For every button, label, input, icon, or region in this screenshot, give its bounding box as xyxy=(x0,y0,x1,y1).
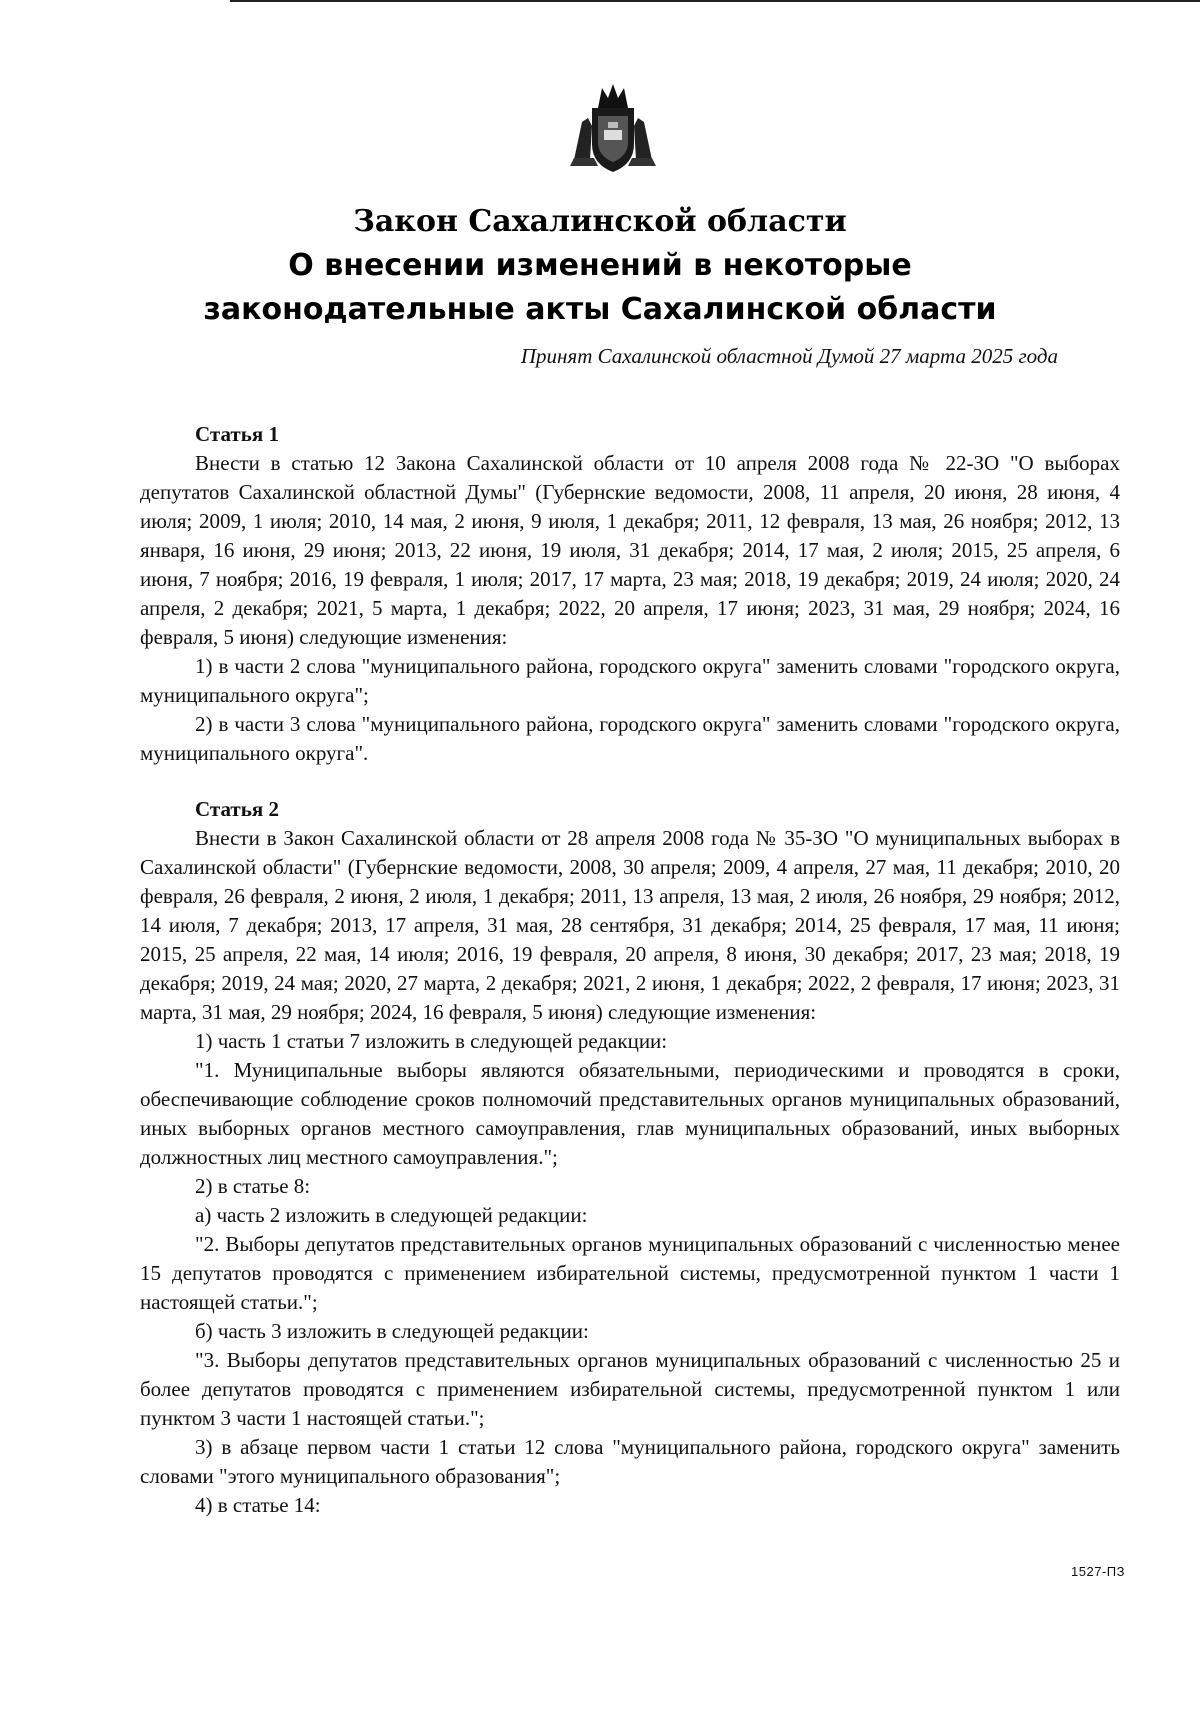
law-title xyxy=(130,200,1070,332)
article-1-item-1: 1) в части 2 слова "муниципального района, городского округа" заменить словами "городского округа, муниципального округа"; xyxy=(140,654,1120,707)
document-code: 1527-ПЗ xyxy=(1071,1564,1125,1579)
adoption-note: Принят Сахалинской областной Думой 27 марта 2025 года xyxy=(520,344,1058,368)
article-2-paragraph: 3) в абзаце первом части 1 статьи 12 слова "муниципального района, городского округа" заменить словами "этого муниципального образования"; xyxy=(140,1435,1120,1488)
article-2-paragraph: б) часть 3 изложить в следующей редакции: xyxy=(195,1319,589,1343)
title-line-3: законодательные акты Сахалинской области xyxy=(203,292,997,327)
article-2-paragraph: 1) часть 1 статьи 7 изложить в следующей редакции: xyxy=(195,1029,668,1053)
article-2-paragraph: 4) в статье 14: xyxy=(195,1493,321,1517)
article-2-paragraph: "1. Муниципальные выборы являются обязательными, периодическими и проводятся в сроки, обеспечивающие соблюдение сроков полномочий представительных органов муниципальных образований, иных выборных органов местного самоуправления, глав муниципальных образований, иных выборных должностных лиц местного самоуправления."; xyxy=(140,1058,1120,1169)
article-1-item-2: 2) в части 3 слова "муниципального района, городского округа" заменить словами "городского округа, муниципального округа". xyxy=(140,712,1120,765)
title-line-1: Закон Сахалинской области xyxy=(353,204,847,239)
article-2-paragraph: "3. Выборы депутатов представительных органов муниципальных образований с численностью 25 и более депутатов проводятся с применением избирательной системы, предусмотренной пунктом 1 или пунктом 3 части 1 настоящей статьи."; xyxy=(140,1348,1120,1430)
article-2-paragraph: 2) в статье 8: xyxy=(195,1174,311,1198)
article-2-paragraph: а) часть 2 изложить в следующей редакции: xyxy=(195,1203,588,1227)
article-2-intro: Внести в Закон Сахалинской области от 28 апреля 2008 года № 35-ЗО "О муниципальных выборах в Сахалинской области" (Губернские ведомости, 2008, 30 апреля; 2009, 4 апреля, 27 мая, 11 декабря; 2010, 20 февраля, 26 февраля, 2 июня, 2 июля, 1 декабря; 2011, 13 апреля, 13 мая, 2 июля, 26 ноября, 29 ноября; 2012, 14 июля, 7 декабря; 2013, 17 апреля, 31 мая, 28 сентября, 31 декабря; 2014, 25 февраля, 17 мая, 11 июня; 2015, 25 апреля, 22 мая, 14 июля; 2016, 19 февраля, 20 апреля, 8 июня, 30 декабря; 2017, 23 мая; 2018, 19 декабря; 2019, 24 мая; 2020, 27 марта, 2 декабря; 2021, 2 июня, 1 декабря; 2022, 2 февраля, 17 июня; 2023, 31 марта, 31 мая, 29 ноября; 2024, 16 февраля, 5 июня) следующие изменения: xyxy=(140,826,1120,1024)
title-line-2: О внесении изменений в некоторые xyxy=(288,248,912,283)
article-2-paragraph: "2. Выборы депутатов представительных органов муниципальных образований с численностью менее 15 депутатов проводятся с применением избирательной системы, предусмотренной пунктом 1 части 1 настоящей статьи."; xyxy=(140,1232,1120,1314)
article-1-intro: Внести в статью 12 Закона Сахалинской области от 10 апреля 2008 года № 22-ЗО "О выборах депутатов Сахалинской областной Думы" (Губернские ведомости, 2008, 11 апреля, 20 июня, 28 июня, 4 июля; 2009, 1 июля; 2010, 14 мая, 2 июня, 9 июля, 1 декабря; 2011, 12 февраля, 13 мая, 26 ноября; 2012, 13 января, 16 июня, 29 июня; 2013, 22 июня, 19 июля, 31 декабря; 2014, 17 мая, 2 июля; 2015, 25 апреля, 6 июня, 7 ноября; 2016, 19 февраля, 1 июля; 2017, 17 марта, 23 мая; 2018, 19 декабря; 2019, 24 июля; 2020, 24 апреля, 2 декабря; 2021, 5 марта, 1 декабря; 2022, 20 апреля, 17 июня; 2023, 31 мая, 29 ноября; 2024, 16 февраля, 5 июня) следующие изменения: xyxy=(140,451,1120,649)
coat-of-arms-emblem xyxy=(568,82,658,174)
article-1-heading: Статья 1 xyxy=(195,422,279,446)
top-border-line xyxy=(230,0,1200,2)
law-body xyxy=(140,420,1120,1520)
article-2-heading: Статья 2 xyxy=(195,797,279,821)
